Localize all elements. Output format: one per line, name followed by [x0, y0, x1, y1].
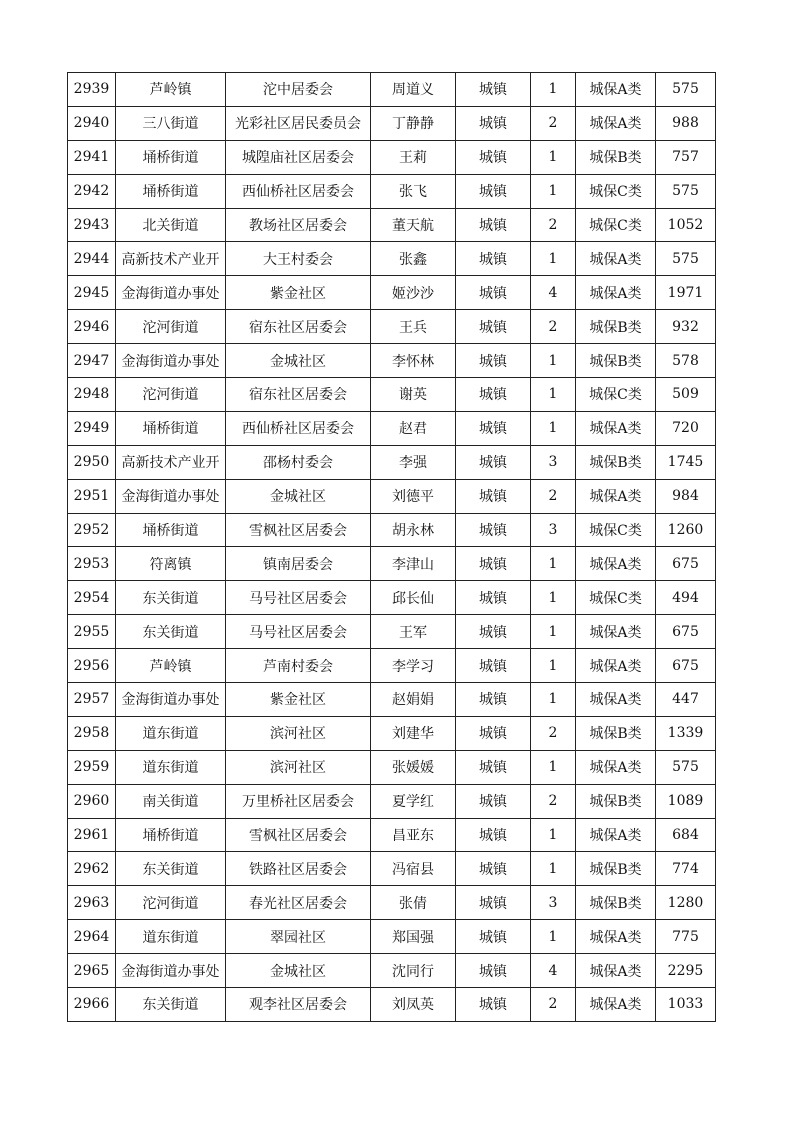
- row-number: 2948: [68, 378, 116, 412]
- community-cell: 邵杨村委会: [226, 445, 371, 479]
- household-size-cell: 2: [531, 310, 576, 344]
- community-cell: 雪枫社区居委会: [226, 818, 371, 852]
- community-cell: 金城社区: [226, 479, 371, 513]
- household-size-cell: 2: [531, 988, 576, 1022]
- household-size-cell: 3: [531, 513, 576, 547]
- street-cell: 东关街道: [116, 852, 226, 886]
- row-number: 2963: [68, 886, 116, 920]
- street-cell: 东关街道: [116, 581, 226, 615]
- category-cell: 城保A类: [576, 954, 656, 988]
- street-cell: 沱河街道: [116, 886, 226, 920]
- row-number: 2956: [68, 649, 116, 683]
- table-row: [68, 615, 716, 649]
- category-cell: 城保A类: [576, 106, 656, 140]
- street-cell: 北关街道: [116, 208, 226, 242]
- category-cell: 城保A类: [576, 276, 656, 310]
- community-cell: 紫金社区: [226, 276, 371, 310]
- category-cell: 城保A类: [576, 818, 656, 852]
- area-type-cell: 城镇: [456, 920, 531, 954]
- category-cell: 城保C类: [576, 378, 656, 412]
- table-body: [68, 73, 716, 1022]
- row-number: 2947: [68, 344, 116, 378]
- row-number: 2958: [68, 716, 116, 750]
- area-type-cell: 城镇: [456, 852, 531, 886]
- community-cell: 翠园社区: [226, 920, 371, 954]
- table-row: [68, 784, 716, 818]
- area-type-cell: 城镇: [456, 649, 531, 683]
- row-number: 2957: [68, 683, 116, 717]
- community-cell: 马号社区居委会: [226, 581, 371, 615]
- row-number: 2953: [68, 547, 116, 581]
- name-cell: 张媛媛: [371, 750, 456, 784]
- street-cell: 东关街道: [116, 988, 226, 1022]
- street-cell: 金海街道办事处: [116, 683, 226, 717]
- community-cell: 光彩社区居民委员会: [226, 106, 371, 140]
- category-cell: 城保B类: [576, 784, 656, 818]
- community-cell: 镇南居委会: [226, 547, 371, 581]
- community-cell: 雪枫社区居委会: [226, 513, 371, 547]
- category-cell: 城保A类: [576, 683, 656, 717]
- area-type-cell: 城镇: [456, 106, 531, 140]
- category-cell: 城保C类: [576, 581, 656, 615]
- name-cell: 邱长仙: [371, 581, 456, 615]
- household-size-cell: 1: [531, 73, 576, 107]
- area-type-cell: 城镇: [456, 818, 531, 852]
- community-cell: 金城社区: [226, 954, 371, 988]
- area-type-cell: 城镇: [456, 513, 531, 547]
- row-number: 2951: [68, 479, 116, 513]
- table-row: [68, 920, 716, 954]
- table-row: [68, 344, 716, 378]
- category-cell: 城保A类: [576, 920, 656, 954]
- area-type-cell: 城镇: [456, 886, 531, 920]
- name-cell: 李津山: [371, 547, 456, 581]
- community-cell: 观李社区居委会: [226, 988, 371, 1022]
- name-cell: 昌亚东: [371, 818, 456, 852]
- amount-cell: 575: [656, 242, 716, 276]
- community-cell: 沱中居委会: [226, 73, 371, 107]
- household-size-cell: 1: [531, 411, 576, 445]
- household-size-cell: 1: [531, 750, 576, 784]
- street-cell: 埇桥街道: [116, 411, 226, 445]
- amount-cell: 757: [656, 140, 716, 174]
- amount-cell: 1260: [656, 513, 716, 547]
- household-size-cell: 2: [531, 784, 576, 818]
- street-cell: 高新技术产业开: [116, 242, 226, 276]
- area-type-cell: 城镇: [456, 140, 531, 174]
- area-type-cell: 城镇: [456, 954, 531, 988]
- category-cell: 城保A类: [576, 479, 656, 513]
- table-row: [68, 174, 716, 208]
- amount-cell: 675: [656, 547, 716, 581]
- area-type-cell: 城镇: [456, 208, 531, 242]
- amount-cell: 932: [656, 310, 716, 344]
- household-size-cell: 4: [531, 954, 576, 988]
- street-cell: 高新技术产业开: [116, 445, 226, 479]
- street-cell: 三八街道: [116, 106, 226, 140]
- amount-cell: 575: [656, 73, 716, 107]
- amount-cell: 1339: [656, 716, 716, 750]
- table-row: [68, 547, 716, 581]
- table-row: [68, 988, 716, 1022]
- amount-cell: 774: [656, 852, 716, 886]
- amount-cell: 2295: [656, 954, 716, 988]
- category-cell: 城保A类: [576, 547, 656, 581]
- row-number: 2966: [68, 988, 116, 1022]
- name-cell: 郑国强: [371, 920, 456, 954]
- community-cell: 滨河社区: [226, 750, 371, 784]
- name-cell: 李强: [371, 445, 456, 479]
- household-size-cell: 1: [531, 581, 576, 615]
- table-row: [68, 106, 716, 140]
- amount-cell: 509: [656, 378, 716, 412]
- category-cell: 城保B类: [576, 344, 656, 378]
- table-row: [68, 886, 716, 920]
- amount-cell: 575: [656, 750, 716, 784]
- street-cell: 南关街道: [116, 784, 226, 818]
- amount-cell: 675: [656, 615, 716, 649]
- area-type-cell: 城镇: [456, 547, 531, 581]
- table-row: [68, 649, 716, 683]
- row-number: 2952: [68, 513, 116, 547]
- amount-cell: 684: [656, 818, 716, 852]
- table-row: [68, 73, 716, 107]
- row-number: 2939: [68, 73, 116, 107]
- household-size-cell: 1: [531, 547, 576, 581]
- category-cell: 城保C类: [576, 208, 656, 242]
- street-cell: 沱河街道: [116, 378, 226, 412]
- table-row: [68, 310, 716, 344]
- area-type-cell: 城镇: [456, 344, 531, 378]
- amount-cell: 1971: [656, 276, 716, 310]
- name-cell: 刘建华: [371, 716, 456, 750]
- table-row: [68, 716, 716, 750]
- row-number: 2962: [68, 852, 116, 886]
- community-cell: 教场社区居委会: [226, 208, 371, 242]
- household-size-cell: 1: [531, 615, 576, 649]
- street-cell: 符离镇: [116, 547, 226, 581]
- category-cell: 城保A类: [576, 649, 656, 683]
- row-number: 2940: [68, 106, 116, 140]
- category-cell: 城保A类: [576, 750, 656, 784]
- category-cell: 城保A类: [576, 615, 656, 649]
- area-type-cell: 城镇: [456, 581, 531, 615]
- community-cell: 春光社区居委会: [226, 886, 371, 920]
- name-cell: 王军: [371, 615, 456, 649]
- name-cell: 董天航: [371, 208, 456, 242]
- area-type-cell: 城镇: [456, 174, 531, 208]
- amount-cell: 720: [656, 411, 716, 445]
- name-cell: 姬沙沙: [371, 276, 456, 310]
- street-cell: 道东街道: [116, 716, 226, 750]
- household-size-cell: 3: [531, 445, 576, 479]
- community-cell: 万里桥社区居委会: [226, 784, 371, 818]
- name-cell: 张飞: [371, 174, 456, 208]
- community-cell: 城隍庙社区居委会: [226, 140, 371, 174]
- community-cell: 马号社区居委会: [226, 615, 371, 649]
- street-cell: 沱河街道: [116, 310, 226, 344]
- household-size-cell: 2: [531, 106, 576, 140]
- category-cell: 城保A类: [576, 73, 656, 107]
- area-type-cell: 城镇: [456, 716, 531, 750]
- name-cell: 李怀林: [371, 344, 456, 378]
- area-type-cell: 城镇: [456, 276, 531, 310]
- area-type-cell: 城镇: [456, 411, 531, 445]
- name-cell: 胡永林: [371, 513, 456, 547]
- amount-cell: 988: [656, 106, 716, 140]
- household-size-cell: 3: [531, 886, 576, 920]
- category-cell: 城保A类: [576, 242, 656, 276]
- table-row: [68, 208, 716, 242]
- row-number: 2946: [68, 310, 116, 344]
- name-cell: 冯宿县: [371, 852, 456, 886]
- table-row: [68, 140, 716, 174]
- area-type-cell: 城镇: [456, 784, 531, 818]
- category-cell: 城保A类: [576, 988, 656, 1022]
- household-size-cell: 1: [531, 852, 576, 886]
- table-row: [68, 683, 716, 717]
- household-size-cell: 1: [531, 378, 576, 412]
- table-row: [68, 513, 716, 547]
- table-row: [68, 378, 716, 412]
- amount-cell: 775: [656, 920, 716, 954]
- row-number: 2944: [68, 242, 116, 276]
- category-cell: 城保C类: [576, 513, 656, 547]
- table-row: [68, 411, 716, 445]
- row-number: 2942: [68, 174, 116, 208]
- street-cell: 金海街道办事处: [116, 344, 226, 378]
- name-cell: 张倩: [371, 886, 456, 920]
- street-cell: 金海街道办事处: [116, 954, 226, 988]
- name-cell: 赵娟娟: [371, 683, 456, 717]
- name-cell: 丁静静: [371, 106, 456, 140]
- street-cell: 埇桥街道: [116, 513, 226, 547]
- street-cell: 道东街道: [116, 750, 226, 784]
- household-size-cell: 2: [531, 716, 576, 750]
- community-cell: 西仙桥社区居委会: [226, 174, 371, 208]
- row-number: 2965: [68, 954, 116, 988]
- table-row: [68, 276, 716, 310]
- row-number: 2950: [68, 445, 116, 479]
- community-cell: 宿东社区居委会: [226, 378, 371, 412]
- name-cell: 刘德平: [371, 479, 456, 513]
- household-size-cell: 4: [531, 276, 576, 310]
- area-type-cell: 城镇: [456, 683, 531, 717]
- area-type-cell: 城镇: [456, 445, 531, 479]
- amount-cell: 1033: [656, 988, 716, 1022]
- table-row: [68, 242, 716, 276]
- amount-cell: 1745: [656, 445, 716, 479]
- amount-cell: 494: [656, 581, 716, 615]
- row-number: 2960: [68, 784, 116, 818]
- street-cell: 金海街道办事处: [116, 479, 226, 513]
- table-row: [68, 479, 716, 513]
- table-row: [68, 445, 716, 479]
- community-cell: 紫金社区: [226, 683, 371, 717]
- records-table: [67, 72, 716, 1022]
- household-size-cell: 1: [531, 242, 576, 276]
- row-number: 2959: [68, 750, 116, 784]
- table-row: [68, 852, 716, 886]
- category-cell: 城保B类: [576, 140, 656, 174]
- street-cell: 芦岭镇: [116, 73, 226, 107]
- name-cell: 刘凤英: [371, 988, 456, 1022]
- amount-cell: 984: [656, 479, 716, 513]
- amount-cell: 575: [656, 174, 716, 208]
- category-cell: 城保B类: [576, 310, 656, 344]
- street-cell: 芦岭镇: [116, 649, 226, 683]
- amount-cell: 1052: [656, 208, 716, 242]
- name-cell: 谢英: [371, 378, 456, 412]
- name-cell: 夏学红: [371, 784, 456, 818]
- amount-cell: 447: [656, 683, 716, 717]
- household-size-cell: 2: [531, 208, 576, 242]
- row-number: 2943: [68, 208, 116, 242]
- area-type-cell: 城镇: [456, 73, 531, 107]
- category-cell: 城保C类: [576, 174, 656, 208]
- category-cell: 城保B类: [576, 716, 656, 750]
- household-size-cell: 1: [531, 649, 576, 683]
- name-cell: 周道义: [371, 73, 456, 107]
- row-number: 2961: [68, 818, 116, 852]
- street-cell: 埇桥街道: [116, 174, 226, 208]
- category-cell: 城保A类: [576, 411, 656, 445]
- street-cell: 埇桥街道: [116, 140, 226, 174]
- amount-cell: 675: [656, 649, 716, 683]
- community-cell: 西仙桥社区居委会: [226, 411, 371, 445]
- table-row: [68, 750, 716, 784]
- table-row: [68, 581, 716, 615]
- household-size-cell: 1: [531, 920, 576, 954]
- table-row: [68, 954, 716, 988]
- name-cell: 沈同行: [371, 954, 456, 988]
- amount-cell: 1280: [656, 886, 716, 920]
- area-type-cell: 城镇: [456, 310, 531, 344]
- category-cell: 城保B类: [576, 886, 656, 920]
- household-size-cell: 1: [531, 344, 576, 378]
- household-size-cell: 1: [531, 174, 576, 208]
- household-size-cell: 2: [531, 479, 576, 513]
- street-cell: 金海街道办事处: [116, 276, 226, 310]
- area-type-cell: 城镇: [456, 479, 531, 513]
- name-cell: 王兵: [371, 310, 456, 344]
- area-type-cell: 城镇: [456, 242, 531, 276]
- community-cell: 滨河社区: [226, 716, 371, 750]
- household-size-cell: 1: [531, 818, 576, 852]
- area-type-cell: 城镇: [456, 615, 531, 649]
- area-type-cell: 城镇: [456, 750, 531, 784]
- name-cell: 赵君: [371, 411, 456, 445]
- name-cell: 李学习: [371, 649, 456, 683]
- row-number: 2955: [68, 615, 116, 649]
- community-cell: 芦南村委会: [226, 649, 371, 683]
- row-number: 2945: [68, 276, 116, 310]
- name-cell: 张鑫: [371, 242, 456, 276]
- community-cell: 宿东社区居委会: [226, 310, 371, 344]
- row-number: 2941: [68, 140, 116, 174]
- community-cell: 大王村委会: [226, 242, 371, 276]
- row-number: 2949: [68, 411, 116, 445]
- amount-cell: 578: [656, 344, 716, 378]
- category-cell: 城保B类: [576, 445, 656, 479]
- area-type-cell: 城镇: [456, 988, 531, 1022]
- name-cell: 王莉: [371, 140, 456, 174]
- household-size-cell: 1: [531, 683, 576, 717]
- category-cell: 城保B类: [576, 852, 656, 886]
- street-cell: 东关街道: [116, 615, 226, 649]
- street-cell: 道东街道: [116, 920, 226, 954]
- row-number: 2954: [68, 581, 116, 615]
- row-number: 2964: [68, 920, 116, 954]
- community-cell: 铁路社区居委会: [226, 852, 371, 886]
- area-type-cell: 城镇: [456, 378, 531, 412]
- household-size-cell: 1: [531, 140, 576, 174]
- community-cell: 金城社区: [226, 344, 371, 378]
- table-row: [68, 818, 716, 852]
- amount-cell: 1089: [656, 784, 716, 818]
- street-cell: 埇桥街道: [116, 818, 226, 852]
